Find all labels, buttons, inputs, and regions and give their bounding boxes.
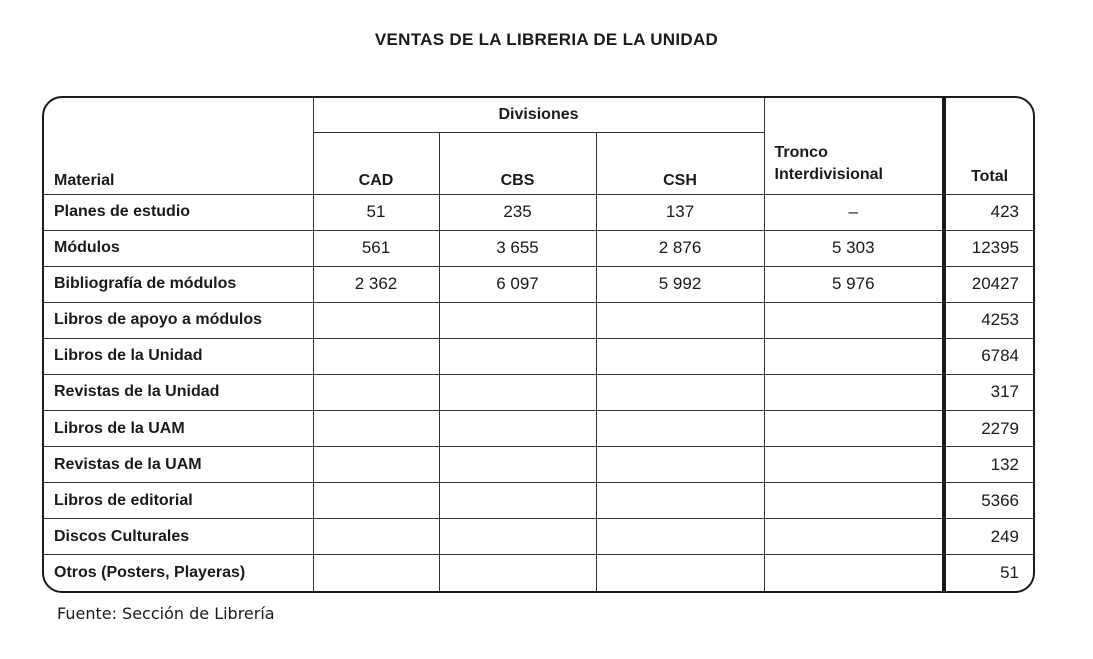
cell-tronco: – [764, 194, 944, 230]
cell-tronco [764, 519, 944, 555]
cell-cbs: 235 [439, 194, 596, 230]
cell-cbs [439, 483, 596, 519]
cell-total: 20427 [944, 266, 1033, 302]
cell-tronco [764, 410, 944, 446]
cell-csh: 137 [596, 194, 764, 230]
cell-total: 423 [944, 194, 1033, 230]
cell-csh [596, 410, 764, 446]
cell-cbs [439, 447, 596, 483]
cell-csh [596, 447, 764, 483]
cell-cad [313, 302, 439, 338]
cell-total: 51 [944, 555, 1033, 591]
cell-tronco [764, 338, 944, 374]
cell-csh [596, 374, 764, 410]
header-cad: CAD [313, 132, 439, 194]
cell-total: 317 [944, 374, 1033, 410]
header-total: Total [944, 98, 1033, 194]
cell-cad [313, 410, 439, 446]
table-row [44, 302, 1033, 338]
cell-cbs [439, 374, 596, 410]
cell-cbs: 3 655 [439, 230, 596, 266]
cell-cad: 51 [313, 194, 439, 230]
cell-material: Módulos [44, 230, 313, 266]
cell-cad [313, 519, 439, 555]
cell-material: Revistas de la UAM [44, 447, 313, 483]
table-row [44, 374, 1033, 410]
cell-material: Discos Culturales [44, 519, 313, 555]
cell-csh [596, 519, 764, 555]
cell-total: 249 [944, 519, 1033, 555]
source-note: Fuente: Sección de Librería [57, 604, 275, 623]
cell-material: Libros de la UAM [44, 410, 313, 446]
sales-table [44, 98, 1033, 591]
cell-material: Planes de estudio [44, 194, 313, 230]
cell-cbs [439, 410, 596, 446]
cell-material: Bibliografía de módulos [44, 266, 313, 302]
header-tronco-line2: Interdivisional [774, 165, 883, 183]
cell-tronco [764, 483, 944, 519]
header-tronco-line1: Tronco [774, 143, 828, 161]
header-row-1 [44, 98, 1033, 132]
cell-total: 2279 [944, 410, 1033, 446]
cell-tronco: 5 303 [764, 230, 944, 266]
cell-total: 12395 [944, 230, 1033, 266]
cell-csh [596, 338, 764, 374]
header-divisiones: Divisiones [313, 98, 764, 132]
cell-cad [313, 483, 439, 519]
cell-material: Revistas de la Unidad [44, 374, 313, 410]
cell-cad [313, 555, 439, 591]
cell-cbs [439, 338, 596, 374]
cell-cad [313, 338, 439, 374]
table-row [44, 194, 1033, 230]
cell-tronco [764, 555, 944, 591]
sales-table-container [42, 96, 1035, 593]
cell-tronco [764, 447, 944, 483]
cell-csh [596, 555, 764, 591]
table-row [44, 338, 1033, 374]
cell-total: 6784 [944, 338, 1033, 374]
header-csh: CSH [596, 132, 764, 194]
cell-cbs [439, 555, 596, 591]
table-row [44, 230, 1033, 266]
cell-material: Libros de apoyo a módulos [44, 302, 313, 338]
table-row [44, 483, 1033, 519]
cell-tronco: 5 976 [764, 266, 944, 302]
header-cbs: CBS [439, 132, 596, 194]
table-row [44, 519, 1033, 555]
cell-total: 132 [944, 447, 1033, 483]
cell-total: 4253 [944, 302, 1033, 338]
cell-material: Libros de editorial [44, 483, 313, 519]
cell-tronco [764, 374, 944, 410]
header-tronco [764, 98, 944, 194]
cell-total: 5366 [944, 483, 1033, 519]
header-material: Material [44, 98, 313, 194]
cell-material: Libros de la Unidad [44, 338, 313, 374]
cell-csh [596, 483, 764, 519]
cell-tronco [764, 302, 944, 338]
table-row [44, 410, 1033, 446]
table-row [44, 447, 1033, 483]
cell-cad [313, 374, 439, 410]
cell-csh: 2 876 [596, 230, 764, 266]
cell-cad [313, 447, 439, 483]
table-row [44, 266, 1033, 302]
cell-cbs: 6 097 [439, 266, 596, 302]
table-row [44, 555, 1033, 591]
cell-cbs [439, 302, 596, 338]
cell-cad: 2 362 [313, 266, 439, 302]
cell-cad: 561 [313, 230, 439, 266]
cell-csh [596, 302, 764, 338]
cell-material: Otros (Posters, Playeras) [44, 555, 313, 591]
table-body [44, 194, 1033, 591]
cell-csh: 5 992 [596, 266, 764, 302]
page-title: VENTAS DE LA LIBRERIA DE LA UNIDAD [374, 30, 719, 49]
cell-cbs [439, 519, 596, 555]
